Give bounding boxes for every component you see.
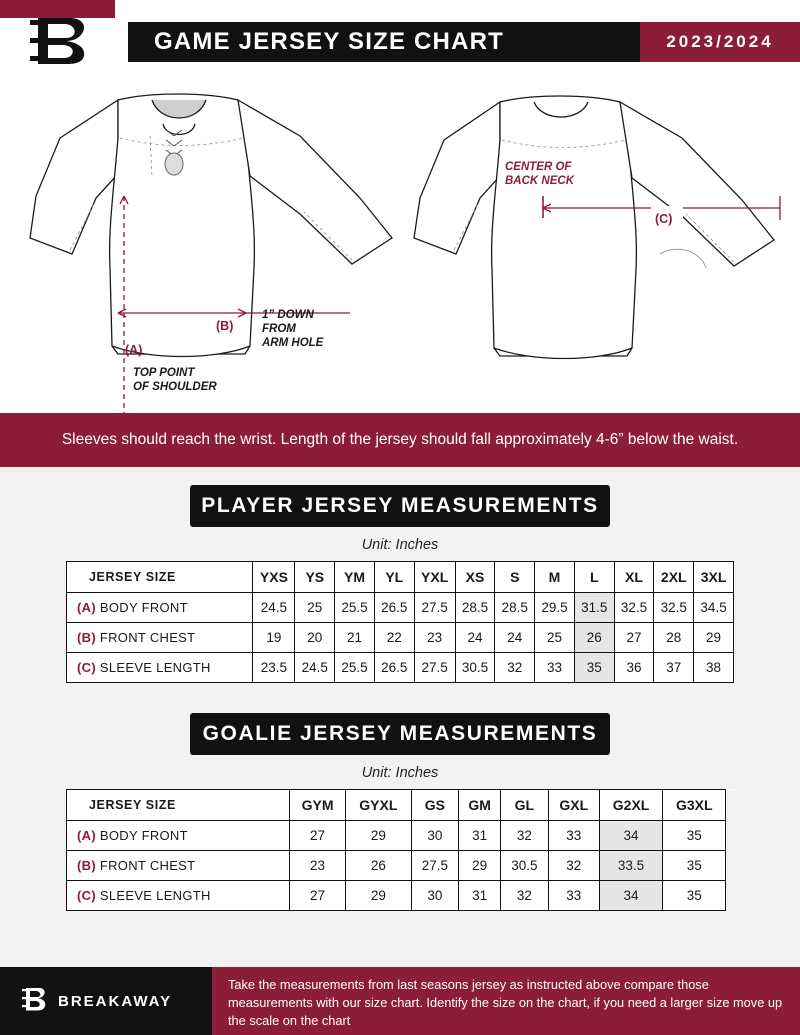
player-size-yxl: YXL [414, 562, 455, 593]
goalie-size-g2xl: G2XL [599, 790, 662, 821]
breakaway-b-logo-small [22, 986, 48, 1016]
goalie-measurements-table [66, 789, 734, 911]
cell: 32.5 [614, 593, 654, 623]
cell: 20 [295, 623, 335, 653]
cell: 35 [663, 851, 726, 881]
spacer-cell [726, 790, 734, 821]
cell: 29 [346, 881, 412, 911]
cell: 34 [599, 881, 662, 911]
cell: 27.5 [414, 653, 455, 683]
cell: 33.5 [599, 851, 662, 881]
goalie-row-front-chest: (B) FRONT CHEST [67, 851, 290, 881]
page-header [0, 0, 800, 78]
cell: 28.5 [455, 593, 495, 623]
cell: 23 [290, 851, 346, 881]
table-row [67, 881, 734, 911]
header-title-bar [128, 22, 800, 62]
player-size-yl: YL [374, 562, 414, 593]
goalie-size-g3xl: G3XL [663, 790, 726, 821]
cell: 34 [599, 821, 662, 851]
player-size-yxs: YXS [253, 562, 295, 593]
cell: 29.5 [535, 593, 575, 623]
label-a-marker: (A) [125, 343, 143, 357]
goalie-unit-label: Unit: Inches [361, 765, 439, 782]
note-arm-hole-line2: FROM [262, 323, 296, 335]
jersey-diagram [0, 78, 800, 413]
cell: 35 [663, 881, 726, 911]
spacer-cell [726, 821, 734, 851]
note-arm-hole-line3: ARM HOLE [262, 337, 324, 349]
goalie-size-gyxl: GYXL [346, 790, 412, 821]
cell: 27 [614, 623, 654, 653]
cell: 22 [374, 623, 414, 653]
player-size-xs: XS [455, 562, 495, 593]
player-size-ys: YS [295, 562, 335, 593]
cell: 33 [548, 821, 599, 851]
player-size-s: S [495, 562, 535, 593]
table-row [67, 821, 734, 851]
breakaway-b-logo [30, 14, 100, 66]
cell: 31 [459, 821, 501, 851]
cell: 32.5 [654, 593, 694, 623]
player-row-body-front: (A) BODY FRONT [67, 593, 253, 623]
goalie-row-body-front: (A) BODY FRONT [67, 821, 290, 851]
table-row [67, 851, 734, 881]
spacer-cell [726, 881, 734, 911]
front-jersey-illustration [30, 94, 392, 357]
cell: 24.5 [253, 593, 295, 623]
cell: 28.5 [495, 593, 535, 623]
cell: 34.5 [694, 593, 734, 623]
note-center-back-neck-line1: CENTER OF [505, 161, 572, 173]
player-row-header-label: JERSEY SIZE [67, 562, 253, 593]
cell: 25 [295, 593, 335, 623]
table-row [67, 653, 734, 683]
goalie-size-gym: GYM [290, 790, 346, 821]
footer-brand-name: BREAKAWAY [58, 992, 173, 1010]
cell: 25.5 [335, 593, 375, 623]
cell: 36 [614, 653, 654, 683]
spacer-cell [726, 851, 734, 881]
cell: 29 [694, 623, 734, 653]
cell: 27 [290, 821, 346, 851]
cell: 26 [346, 851, 412, 881]
cell: 29 [346, 821, 412, 851]
cell: 26.5 [374, 593, 414, 623]
cell: 35 [663, 821, 726, 851]
cell: 30 [411, 821, 459, 851]
cell: 25 [535, 623, 575, 653]
cell: 30.5 [455, 653, 495, 683]
cell: 31 [459, 881, 501, 911]
cell: 19 [253, 623, 295, 653]
player-size-2xl: 2XL [654, 562, 694, 593]
goalie-section-title: GOALIE JERSEY MEASUREMENTS [190, 713, 610, 755]
footer-instructions: Take the measurements from last seasons jersey as instructed above compare those measurements with our size chart. Identify the size on the chart, if you need a larger size move up the scale on the chart [212, 967, 800, 1035]
cell: 33 [548, 881, 599, 911]
cell: 31.5 [574, 593, 614, 623]
player-jersey-section [0, 467, 800, 695]
cell: 35 [574, 653, 614, 683]
cell: 30.5 [501, 851, 549, 881]
player-unit-label: Unit: Inches [361, 537, 439, 554]
cell: 27.5 [411, 851, 459, 881]
table-row [67, 593, 734, 623]
cell: 21 [335, 623, 375, 653]
player-section-title: PLAYER JERSEY MEASUREMENTS [190, 485, 610, 527]
goalie-size-gm: GM [459, 790, 501, 821]
player-row-front-chest: (B) FRONT CHEST [67, 623, 253, 653]
player-size-ym: YM [335, 562, 375, 593]
season-badge: 2023/2024 [640, 22, 800, 62]
player-size-m: M [535, 562, 575, 593]
cell: 38 [694, 653, 734, 683]
goalie-row-sleeve-length: (C) SLEEVE LENGTH [67, 881, 290, 911]
player-size-l: L [574, 562, 614, 593]
note-shoulder-line1: TOP POINT [133, 367, 195, 379]
cell: 33 [535, 653, 575, 683]
player-measurements-table [66, 561, 734, 683]
note-shoulder-line2: OF SHOULDER [133, 381, 217, 393]
cell: 24 [495, 623, 535, 653]
label-c-marker: (C) [655, 212, 673, 226]
goalie-size-gxl: GXL [548, 790, 599, 821]
player-size-xl: XL [614, 562, 654, 593]
player-row-sleeve-length: (C) SLEEVE LENGTH [67, 653, 253, 683]
cell: 32 [495, 653, 535, 683]
cell: 37 [654, 653, 694, 683]
cell: 32 [501, 821, 549, 851]
cell: 24.5 [295, 653, 335, 683]
cell: 28 [654, 623, 694, 653]
back-jersey-illustration [414, 96, 774, 359]
goalie-size-gs: GS [411, 790, 459, 821]
cell: 32 [548, 851, 599, 881]
cell: 25.5 [335, 653, 375, 683]
table-header-row [67, 562, 734, 593]
table-row [67, 623, 734, 653]
cell: 26.5 [374, 653, 414, 683]
goalie-row-header-label: JERSEY SIZE [67, 790, 290, 821]
note-arm-hole-line1: 1” DOWN [262, 309, 314, 321]
cell: 26 [574, 623, 614, 653]
goalie-jersey-section [0, 695, 800, 923]
goalie-size-gl: GL [501, 790, 549, 821]
note-center-back-neck-line2: BACK NECK [505, 175, 574, 187]
cell: 27 [290, 881, 346, 911]
cell: 30 [411, 881, 459, 911]
label-b-marker: (B) [216, 319, 234, 333]
page-footer [0, 967, 800, 1035]
cell: 32 [501, 881, 549, 911]
cell: 29 [459, 851, 501, 881]
cell: 23.5 [253, 653, 295, 683]
cell: 27.5 [414, 593, 455, 623]
footer-brand [0, 967, 212, 1035]
fit-note: Sleeves should reach the wrist. Length of the jersey should fall approximately 4-6” below the waist. [0, 413, 800, 467]
table-header-row [67, 790, 734, 821]
page-title: GAME JERSEY SIZE CHART [154, 28, 505, 55]
player-size-3xl: 3XL [694, 562, 734, 593]
cell: 23 [414, 623, 455, 653]
cell: 24 [455, 623, 495, 653]
